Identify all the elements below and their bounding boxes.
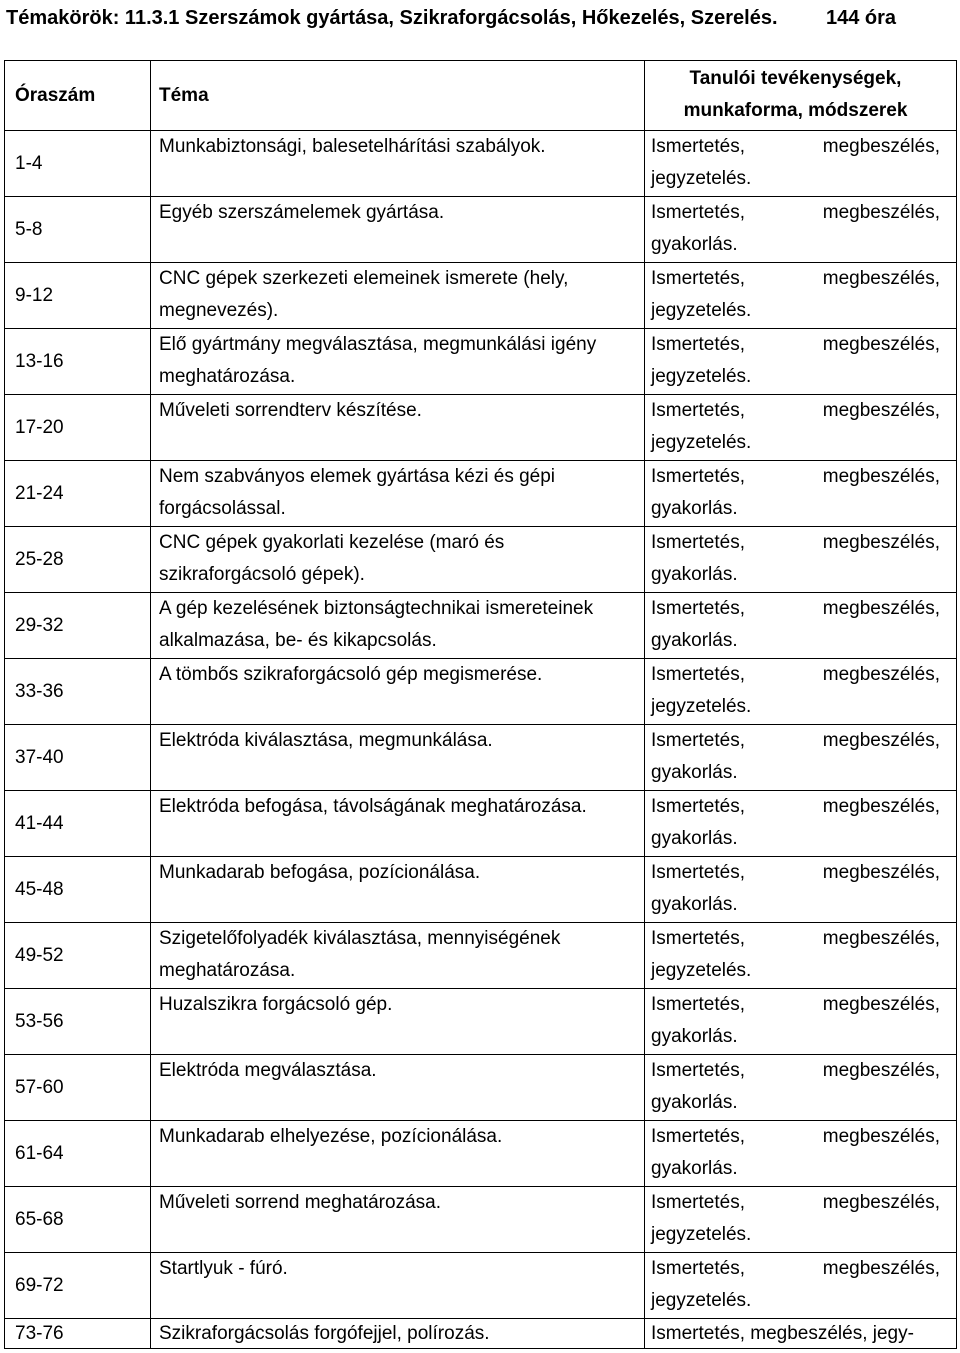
topic-cell: Elektróda befogása, távolságának meghatározása. [151, 791, 645, 857]
table-row [5, 1319, 957, 1349]
hours-cell: 41-44 [5, 791, 151, 857]
hours-cell: 17-20 [5, 395, 151, 461]
method-cell: Ismertetés, megbeszélés, gyakorlás. [645, 197, 957, 263]
hours-cell: 65-68 [5, 1187, 151, 1253]
method-cell: Ismertetés, megbeszélés, gyakorlás. [645, 461, 957, 527]
topic-cell: Huzalszikra forgácsoló gép. [151, 989, 645, 1055]
table-row [5, 197, 957, 263]
table-header-row [5, 61, 957, 131]
topic-cell: Startlyuk - fúró. [151, 1253, 645, 1319]
table-row [5, 131, 957, 197]
hours-cell: 21-24 [5, 461, 151, 527]
curriculum-table [4, 60, 957, 1349]
topic-cell: Műveleti sorrend meghatározása. [151, 1187, 645, 1253]
method-cell: Ismertetés, megbeszélés, gyakorlás. [645, 1055, 957, 1121]
topic-cell: Munkabiztonsági, balesetelhárítási szabályok. [151, 131, 645, 197]
topic-cell: Egyéb szerszámelemek gyártása. [151, 197, 645, 263]
table-row [5, 923, 957, 989]
method-cell: Ismertetés, megbeszélés, jegyzetelés. [645, 131, 957, 197]
hours-cell: 53-56 [5, 989, 151, 1055]
topic-cell: A gép kezelésének biztonságtechnikai ismereteinek alkalmazása, be- és kikapcsolás. [151, 593, 645, 659]
hours-cell: 45-48 [5, 857, 151, 923]
method-cell: Ismertetés, megbeszélés, gyakorlás. [645, 593, 957, 659]
page-title [6, 0, 954, 36]
table-row [5, 1121, 957, 1187]
method-cell: Ismertetés, megbeszélés, jegyzetelés. [645, 395, 957, 461]
hours-cell: 69-72 [5, 1253, 151, 1319]
method-cell: Ismertetés, megbeszélés, jegyzetelés. [645, 923, 957, 989]
hours-cell: 9-12 [5, 263, 151, 329]
hours-cell: 5-8 [5, 197, 151, 263]
column-header-hours: Óraszám [5, 61, 151, 131]
topic-cell: Munkadarab elhelyezése, pozícionálása. [151, 1121, 645, 1187]
topic-cell: CNC gépek szerkezeti elemeinek ismerete (hely, megnevezés). [151, 263, 645, 329]
topic-cell: Nem szabványos elemek gyártása kézi és gépi forgácsolással. [151, 461, 645, 527]
hours-cell: 73-76 [5, 1319, 151, 1349]
total-hours: 144 óra [826, 7, 897, 29]
table-row [5, 329, 957, 395]
method-cell: Ismertetés, megbeszélés, jegyzetelés. [645, 329, 957, 395]
topic-cell: Munkadarab befogása, pozícionálása. [151, 857, 645, 923]
title-text: Témakörök: 11.3.1 Szerszámok gyártása, Szikraforgácsolás, Hőkezelés, Szerelés. [6, 7, 778, 29]
table-row [5, 527, 957, 593]
hours-cell: 57-60 [5, 1055, 151, 1121]
hours-cell: 61-64 [5, 1121, 151, 1187]
table-row [5, 1253, 957, 1319]
method-cell: Ismertetés, megbeszélés, gyakorlás. [645, 1121, 957, 1187]
method-cell: Ismertetés, megbeszélés, jegyzetelés. [645, 1187, 957, 1253]
table-row [5, 1055, 957, 1121]
topic-cell: Szigetelőfolyadék kiválasztása, mennyiségének meghatározása. [151, 923, 645, 989]
table-row [5, 1187, 957, 1253]
method-cell: Ismertetés, megbeszélés, jegyzetelés. [645, 659, 957, 725]
table-row [5, 659, 957, 725]
method-cell: Ismertetés, megbeszélés, gyakorlás. [645, 725, 957, 791]
hours-cell: 13-16 [5, 329, 151, 395]
topic-cell: A tömbős szikraforgácsoló gép megismerése. [151, 659, 645, 725]
hours-cell: 37-40 [5, 725, 151, 791]
method-cell: Ismertetés, megbeszélés, jegyzetelés. [645, 263, 957, 329]
method-cell: Ismertetés, megbeszélés, gyakorlás. [645, 791, 957, 857]
table-row [5, 461, 957, 527]
topic-cell: Elektróda megválasztása. [151, 1055, 645, 1121]
hours-cell: 49-52 [5, 923, 151, 989]
method-cell: Ismertetés, megbeszélés, gyakorlás. [645, 989, 957, 1055]
hours-cell: 25-28 [5, 527, 151, 593]
column-header-method: Tanulói tevékenységek, munkaforma, módszerek [645, 61, 957, 131]
table-row [5, 263, 957, 329]
method-cell: Ismertetés, megbeszélés, gyakorlás. [645, 527, 957, 593]
topic-cell: Műveleti sorrendterv készítése. [151, 395, 645, 461]
topic-cell: Szikraforgácsolás forgófejjel, polírozás. [151, 1319, 645, 1349]
table-row [5, 989, 957, 1055]
hours-cell: 29-32 [5, 593, 151, 659]
table-row [5, 791, 957, 857]
hours-cell: 33-36 [5, 659, 151, 725]
topic-cell: Elő gyártmány megválasztása, megmunkálási igény meghatározása. [151, 329, 645, 395]
method-cell: Ismertetés, megbeszélés, jegy- [645, 1319, 957, 1349]
table-row [5, 593, 957, 659]
topic-cell: CNC gépek gyakorlati kezelése (maró és szikraforgácsoló gépek). [151, 527, 645, 593]
table-row [5, 857, 957, 923]
method-cell: Ismertetés, megbeszélés, jegyzetelés. [645, 1253, 957, 1319]
hours-cell: 1-4 [5, 131, 151, 197]
topic-cell: Elektróda kiválasztása, megmunkálása. [151, 725, 645, 791]
table-row [5, 725, 957, 791]
table-row [5, 395, 957, 461]
method-cell: Ismertetés, megbeszélés, gyakorlás. [645, 857, 957, 923]
column-header-topic: Téma [151, 61, 645, 131]
